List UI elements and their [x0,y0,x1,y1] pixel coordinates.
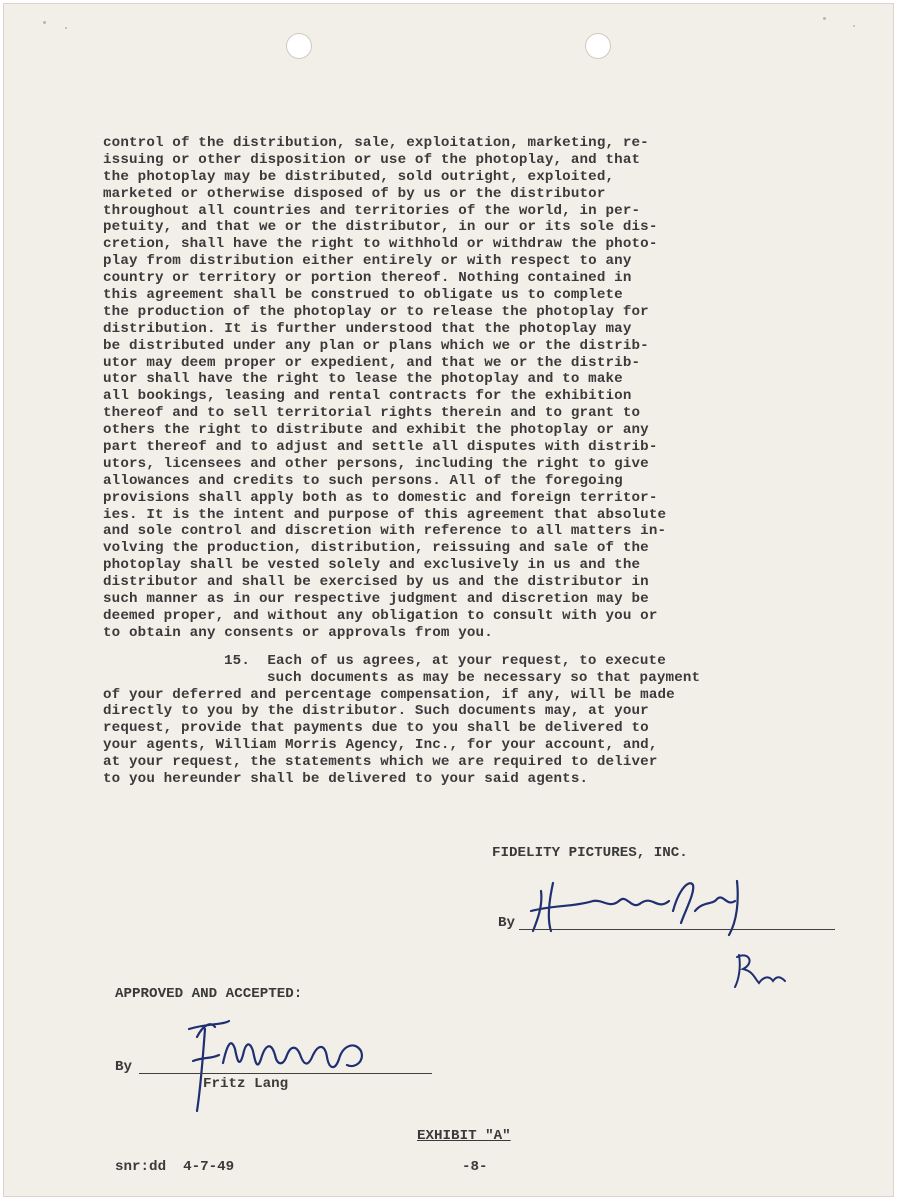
body-line: allowances and credits to such persons. All of the foregoing [103,472,623,489]
body-line: country or territory or portion thereof. Nothing contained in [103,270,632,287]
approved-label: APPROVED AND ACCEPTED: [115,986,303,1002]
reference-initials-date: snr:dd 4-7-49 [115,1159,235,1175]
body-line: thereof and to sell territorial rights therein and to grant to [103,405,641,422]
body-line: distribution. It is further understood that the photoplay may [103,320,632,337]
body-line: throughout all countries and territories of the world, in per- [103,202,641,219]
exhibit-label: EXHIBIT "A" [417,1128,511,1144]
body-line: volving the production, distribution, reissuing and sale of the [103,540,649,557]
body-line: provisions shall apply both as to domestic and foreign territor- [103,489,658,506]
body-line: part thereof and to adjust and settle all disputes with distrib- [103,439,658,456]
body-line: this agreement shall be construed to obligate us to complete [103,287,623,304]
company-name: FIDELITY PICTURES, INC. [492,845,688,861]
page-number: -8- [462,1159,488,1175]
by-label-company: By [498,915,516,931]
body-line: such manner as in our respective judgment and discretion may be [103,591,649,608]
body-line: play from distribution either entirely or with respect to any [103,253,632,270]
body-line: and sole control and discretion with reference to all matters in- [103,523,667,540]
paper-speck [853,25,855,27]
company-signature-icon [523,871,763,941]
punch-hole-right [585,33,611,59]
body-line: marketed or otherwise disposed of by us or the distributor [103,185,606,202]
paragraph-15-lead: Each of us agrees, at your request, to execute [267,652,666,669]
paragraph-number: 15. [224,652,250,669]
body-line: the photoplay may be distributed, sold outright, exploited, [103,168,615,185]
body-line: issuing or other disposition or use of the photoplay, and that [103,151,641,168]
body-line: petuity, and that we or the distributor, in our or its sole dis- [103,219,658,236]
body-line: to obtain any consents or approvals from you. [103,624,493,641]
body-line: control of the distribution, sale, exploitation, marketing, re- [103,135,649,151]
body-line: ies. It is the intent and purpose of this agreement that absolute [103,506,667,523]
paper-speck [823,17,826,20]
body-line: utor may deem proper or expedient, and that we or the distrib- [103,354,641,371]
approver-signature-line [139,1073,432,1074]
body-line: others the right to distribute and exhibit the photoplay or any [103,422,649,439]
paragraph-15-line: at your request, the statements which we are required to deliver [103,754,658,771]
document-page [3,3,894,1197]
punch-hole-left [286,33,312,59]
body-line: be distributed under any plan or plans which we or the distrib- [103,337,649,354]
paragraph-15-line: to you hereunder shall be delivered to your said agents. [103,770,589,787]
body-paragraph [103,135,803,642]
paragraph-15-second-line: such documents as may be necessary so that payment [267,669,701,686]
body-line: utor shall have the right to lease the photoplay and to make [103,371,623,388]
body-line: distributor and shall be exercised by us and the distributor in [103,574,649,591]
body-line: photoplay shall be vested solely and exclusively in us and the [103,557,641,574]
body-line: utors, licensees and other persons, including the right to give [103,455,649,472]
company-signature-line [519,929,835,930]
body-line: cretion, shall have the right to withhold or withdraw the photo- [103,236,658,253]
paragraph-15-line: directly to you by the distributor. Such documents may, at your [103,703,649,720]
agreement-body [103,135,803,788]
paragraph-15 [103,687,803,788]
paper-speck [65,27,67,29]
by-label-approver: By [115,1059,133,1075]
initials-icon [729,947,799,992]
body-line: all bookings, leasing and rental contracts for the exhibition [103,388,632,405]
signer-name: Fritz Lang [203,1076,289,1092]
paragraph-15-first-line [103,653,803,670]
body-line: deemed proper, and without any obligation to consult with you or [103,607,658,624]
paragraph-15-line: your agents, William Morris Agency, Inc., for your account, and, [103,737,658,754]
paragraph-15-line: of your deferred and percentage compensation, if any, will be made [103,686,675,703]
paragraph-15-line: request, provide that payments due to you shall be delivered to [103,720,649,737]
fritz-lang-signature-icon [179,1015,389,1115]
paper-speck [43,21,46,24]
body-line: the production of the photoplay or to release the photoplay for [103,303,649,320]
